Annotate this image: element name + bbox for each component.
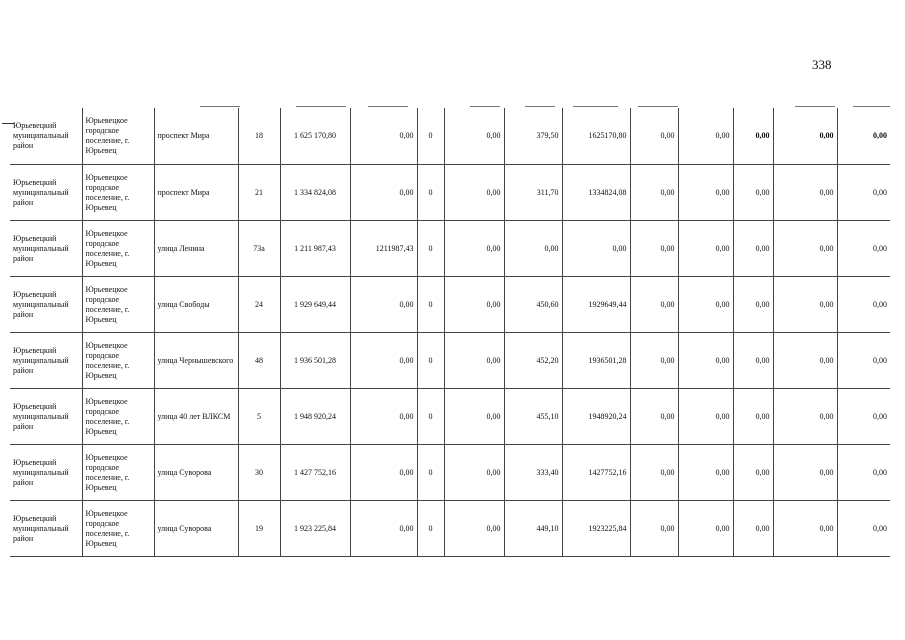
settlement-cell: Юрьевецкое городское поселение, г. Юрьевец [82,277,154,333]
value-cell-10: 0,00 [837,277,890,333]
house-cell: 30 [238,445,280,501]
settlement-cell: Юрьевецкое городское поселение, г. Юрьевец [82,445,154,501]
value-cell-8: 0,00 [733,165,773,221]
page-number: 338 [812,57,832,72]
total-cost-cell: 1 334 824,08 [280,165,350,221]
value-cell-10: 0,00 [837,445,890,501]
value-cell-5: 1929649,44 [562,277,630,333]
value-cell-10: 0,00 [837,108,890,165]
value-cell-1: 0,00 [350,501,417,557]
total-cost-cell: 1 929 649,44 [280,277,350,333]
value-cell-5: 1923225,84 [562,501,630,557]
value-cell-9: 0,00 [773,221,837,277]
settlement-cell: Юрьевецкое городское поселение, г. Юрьевец [82,389,154,445]
total-cost-cell: 1 625 170,80 [280,108,350,165]
value-cell-4: 450,60 [504,277,562,333]
district-cell: Юрьевецкий муниципальный район [10,221,82,277]
value-cell-8: 0,00 [733,445,773,501]
value-cell-2: 0 [417,277,444,333]
border-fragment [470,106,500,107]
value-cell-9: 0,00 [773,333,837,389]
value-cell-9: 0,00 [773,445,837,501]
value-cell-8: 0,00 [733,277,773,333]
house-cell: 21 [238,165,280,221]
value-cell-3: 0,00 [444,389,504,445]
border-fragment [638,106,678,107]
value-cell-6: 0,00 [630,165,678,221]
house-cell: 19 [238,501,280,557]
total-cost-cell: 1 211 987,43 [280,221,350,277]
district-cell: Юрьевецкий муниципальный район [10,277,82,333]
border-fragment [853,106,890,107]
value-cell-5: 0,00 [562,221,630,277]
value-cell-6: 0,00 [630,108,678,165]
housing-table [10,108,890,557]
border-fragment [368,106,408,107]
value-cell-4: 452,20 [504,333,562,389]
value-cell-7: 0,00 [678,501,733,557]
value-cell-2: 0 [417,333,444,389]
value-cell-3: 0,00 [444,165,504,221]
value-cell-3: 0,00 [444,108,504,165]
value-cell-7: 0,00 [678,165,733,221]
total-cost-cell: 1 948 920,24 [280,389,350,445]
house-cell: 5 [238,389,280,445]
value-cell-7: 0,00 [678,221,733,277]
value-cell-6: 0,00 [630,277,678,333]
value-cell-10: 0,00 [837,165,890,221]
value-cell-8: 0,00 [733,333,773,389]
total-cost-cell: 1 936 501,28 [280,333,350,389]
street-cell: улица Суворова [154,501,238,557]
value-cell-4: 379,50 [504,108,562,165]
district-cell: Юрьевецкий муниципальный район [10,108,82,165]
value-cell-2: 0 [417,108,444,165]
value-cell-10: 0,00 [837,501,890,557]
value-cell-3: 0,00 [444,221,504,277]
street-cell: улица Свободы [154,277,238,333]
value-cell-10: 0,00 [837,389,890,445]
table-row [10,445,890,501]
value-cell-10: 0,00 [837,333,890,389]
table-row [10,165,890,221]
table-body [10,108,890,557]
value-cell-7: 0,00 [678,445,733,501]
value-cell-9: 0,00 [773,108,837,165]
value-cell-1: 0,00 [350,389,417,445]
border-fragment [573,106,618,107]
district-cell: Юрьевецкий муниципальный район [10,333,82,389]
district-cell: Юрьевецкий муниципальный район [10,165,82,221]
value-cell-2: 0 [417,389,444,445]
value-cell-6: 0,00 [630,445,678,501]
value-cell-4: 455,10 [504,389,562,445]
value-cell-3: 0,00 [444,277,504,333]
border-fragment [296,106,346,107]
value-cell-9: 0,00 [773,165,837,221]
value-cell-4: 333,40 [504,445,562,501]
value-cell-5: 1427752,16 [562,445,630,501]
border-fragment [525,106,555,107]
value-cell-10: 0,00 [837,221,890,277]
value-cell-5: 1948920,24 [562,389,630,445]
value-cell-4: 0,00 [504,221,562,277]
value-cell-1: 1211987,43 [350,221,417,277]
table-row [10,333,890,389]
street-cell: улица Суворова [154,445,238,501]
value-cell-1: 0,00 [350,108,417,165]
value-cell-7: 0,00 [678,333,733,389]
value-cell-2: 0 [417,445,444,501]
district-cell: Юрьевецкий муниципальный район [10,445,82,501]
street-cell: улица Ленина [154,221,238,277]
house-cell: 24 [238,277,280,333]
settlement-cell: Юрьевецкое городское поселение, г. Юрьевец [82,501,154,557]
value-cell-5: 1625170,80 [562,108,630,165]
street-cell: улица 40 лет ВЛКСМ [154,389,238,445]
value-cell-2: 0 [417,501,444,557]
table-row [10,389,890,445]
value-cell-1: 0,00 [350,165,417,221]
value-cell-4: 311,70 [504,165,562,221]
value-cell-8: 0,00 [733,389,773,445]
house-cell: 73а [238,221,280,277]
value-cell-1: 0,00 [350,445,417,501]
total-cost-cell: 1 923 225,84 [280,501,350,557]
value-cell-3: 0,00 [444,501,504,557]
value-cell-9: 0,00 [773,389,837,445]
street-cell: проспект Мира [154,108,238,165]
value-cell-3: 0,00 [444,333,504,389]
value-cell-3: 0,00 [444,445,504,501]
value-cell-8: 0,00 [733,221,773,277]
value-cell-6: 0,00 [630,221,678,277]
value-cell-7: 0,00 [678,389,733,445]
border-fragment [200,106,240,107]
value-cell-6: 0,00 [630,501,678,557]
value-cell-7: 0,00 [678,108,733,165]
value-cell-8: 0,00 [733,108,773,165]
value-cell-9: 0,00 [773,501,837,557]
house-cell: 18 [238,108,280,165]
border-fragment [795,106,835,107]
house-cell: 48 [238,333,280,389]
value-cell-7: 0,00 [678,277,733,333]
value-cell-4: 449,10 [504,501,562,557]
table-row [10,221,890,277]
settlement-cell: Юрьевецкое городское поселение, г. Юрьевец [82,221,154,277]
value-cell-9: 0,00 [773,277,837,333]
table-row [10,501,890,557]
table-row [10,108,890,165]
district-cell: Юрьевецкий муниципальный район [10,501,82,557]
table-row [10,277,890,333]
value-cell-8: 0,00 [733,501,773,557]
district-cell: Юрьевецкий муниципальный район [10,389,82,445]
value-cell-5: 1936501,28 [562,333,630,389]
value-cell-2: 0 [417,221,444,277]
street-cell: проспект Мира [154,165,238,221]
value-cell-6: 0,00 [630,389,678,445]
value-cell-1: 0,00 [350,277,417,333]
value-cell-6: 0,00 [630,333,678,389]
value-cell-5: 1334824,08 [562,165,630,221]
settlement-cell: Юрьевецкое городское поселение, г. Юрьевец [82,165,154,221]
settlement-cell: Юрьевецкое городское поселение, г. Юрьевец [82,333,154,389]
settlement-cell: Юрьевецкое городское поселение, г. Юрьевец [82,108,154,165]
value-cell-1: 0,00 [350,333,417,389]
total-cost-cell: 1 427 752,16 [280,445,350,501]
street-cell: улица Чернышевского [154,333,238,389]
value-cell-2: 0 [417,165,444,221]
